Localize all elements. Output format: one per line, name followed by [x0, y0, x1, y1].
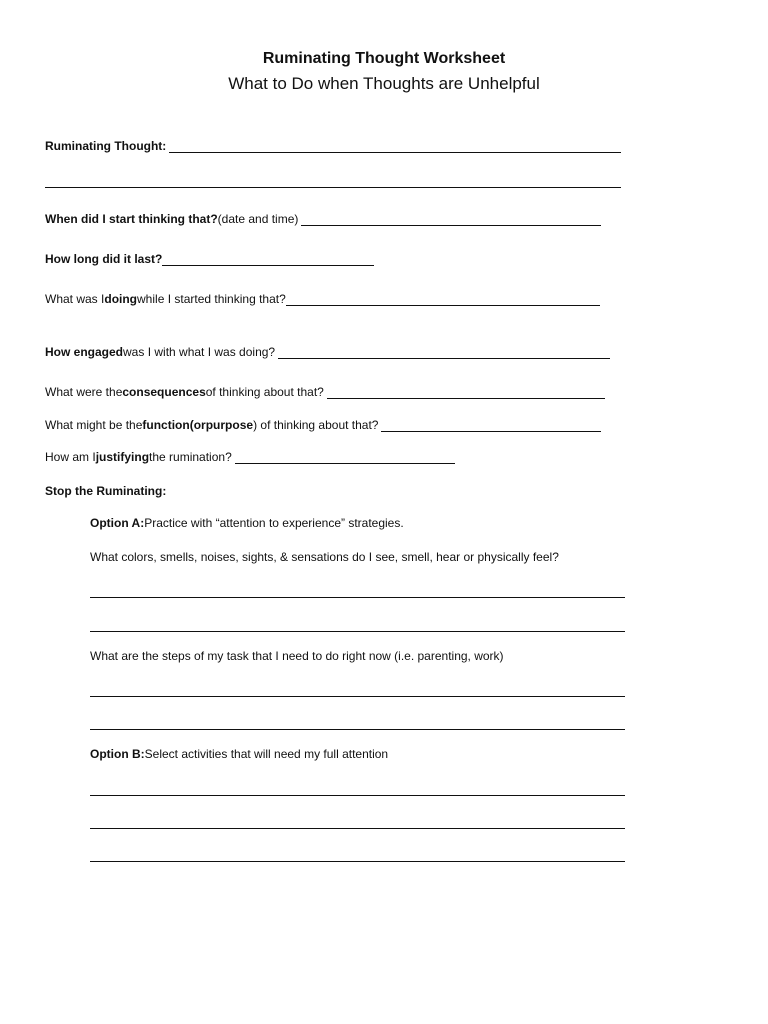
option-a-q2-answer-line-2[interactable]: [90, 729, 625, 730]
consequences-label-suffix: of thinking about that?: [205, 385, 324, 399]
justify-row: [45, 450, 455, 464]
option-a-question-1: [90, 550, 559, 564]
function-label-bold-2: purpose: [205, 418, 254, 432]
option-a-row: [90, 516, 404, 530]
worksheet-subtitle: What to Do when Thoughts are Unhelpful: [228, 74, 540, 93]
option-b-answer-line-2[interactable]: [90, 828, 625, 829]
option-b-label: Option B:: [90, 747, 145, 761]
option-a-q2-answer-line-1[interactable]: [90, 696, 625, 697]
ruminating-thought-row: [45, 139, 621, 153]
option-a-question-1-text: What colors, smells, noises, sights, & sensations do I see, smell, hear or physically feel?: [90, 550, 559, 564]
doing-label-prefix: What was I: [45, 292, 105, 306]
option-a-question-2: [90, 649, 504, 663]
ruminating-thought-label: Ruminating Thought:: [45, 139, 167, 153]
consequences-label-prefix: What were the: [45, 385, 123, 399]
how-long-row: [45, 252, 374, 266]
how-long-label: How long did it last?: [45, 252, 163, 266]
option-a-q1-answer-line-1[interactable]: [90, 597, 625, 598]
engaged-answer-line[interactable]: [278, 346, 610, 359]
doing-label-bold: doing: [104, 292, 138, 306]
function-answer-line[interactable]: [381, 419, 601, 432]
engaged-label-suffix: was I with what I was doing?: [123, 345, 276, 359]
function-row: [45, 418, 601, 432]
ruminating-thought-answer-line-2[interactable]: [45, 187, 621, 188]
when-started-label-suffix: (date and time): [217, 212, 299, 226]
option-a-q1-answer-line-2[interactable]: [90, 631, 625, 632]
when-started-row: [45, 212, 601, 226]
option-b-answer-line-1[interactable]: [90, 795, 625, 796]
function-label-bold: function: [142, 418, 190, 432]
consequences-label-bold: consequences: [122, 385, 206, 399]
justify-label-suffix: the rumination?: [149, 450, 232, 464]
doing-row: [45, 292, 600, 306]
when-started-label: When did I start thinking that?: [45, 212, 218, 226]
option-b-row: [90, 747, 388, 761]
justify-answer-line[interactable]: [235, 451, 455, 464]
function-label-mid: (or: [189, 418, 206, 432]
stop-ruminating-heading: Stop the Ruminating:: [45, 484, 167, 498]
justify-label-prefix: How am I: [45, 450, 96, 464]
ruminating-thought-answer-line[interactable]: [169, 140, 621, 153]
doing-answer-line[interactable]: [286, 293, 600, 306]
option-b-text: Select activities that will need my full attention: [144, 747, 389, 761]
option-a-label: Option A:: [90, 516, 145, 530]
engaged-label-bold: How engaged: [45, 345, 124, 359]
option-a-question-2-text: What are the steps of my task that I need to do right now (i.e. parenting, work): [90, 649, 504, 663]
stop-ruminating-row: [45, 484, 166, 498]
function-label-prefix: What might be the: [45, 418, 143, 432]
function-label-suffix: ) of thinking about that?: [253, 418, 379, 432]
worksheet-title: Ruminating Thought Worksheet: [262, 50, 506, 67]
option-a-text: Practice with “attention to experience” strategies.: [144, 516, 404, 530]
engaged-row: [45, 345, 610, 359]
option-b-answer-line-3[interactable]: [90, 861, 625, 862]
consequences-row: [45, 385, 605, 399]
justify-label-bold: justifying: [95, 450, 150, 464]
how-long-answer-line[interactable]: [162, 253, 374, 266]
consequences-answer-line[interactable]: [327, 386, 605, 399]
when-started-answer-line[interactable]: [301, 213, 601, 226]
doing-label-suffix: while I started thinking that?: [137, 292, 286, 306]
